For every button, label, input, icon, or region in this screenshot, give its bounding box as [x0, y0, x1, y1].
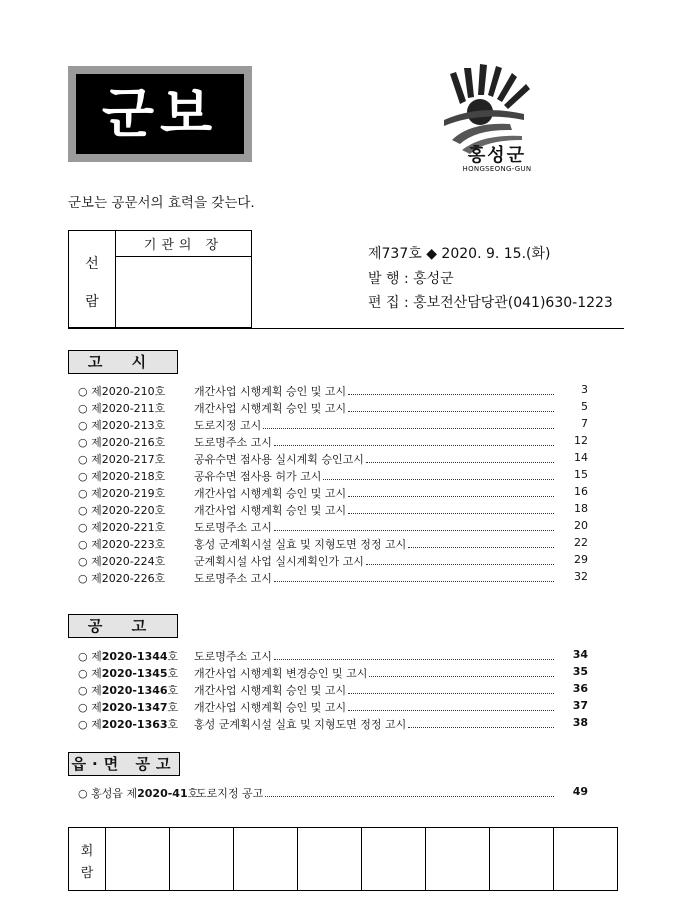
toc-leader-dots [366, 563, 554, 565]
toc-row[interactable] [78, 383, 588, 400]
toc-title: 도로명주소 고시 [194, 521, 272, 534]
toc-title: 도로명주소 고시 [194, 436, 272, 449]
toc-title: 개간사업 시행계획 변경승인 및 고시 [194, 667, 368, 680]
toc-row[interactable] [78, 502, 588, 519]
circulation-label-top: 회 [80, 844, 94, 859]
toc-leader-dots [348, 410, 554, 412]
toc-title-wrap [194, 434, 554, 450]
toc-page: 15 [574, 468, 588, 481]
toc-number-value: 2020-1347 [101, 701, 168, 714]
toc-title-wrap [194, 570, 554, 586]
toc-page: 12 [574, 434, 588, 447]
toc-page: 14 [574, 451, 588, 464]
toc-row[interactable] [78, 648, 588, 665]
toc-row[interactable] [78, 682, 588, 699]
toc-leader-dots [274, 529, 554, 531]
toc-title-wrap [196, 785, 554, 801]
toc-number: ○ 제2020-211호 [78, 402, 166, 415]
toc-row[interactable] [78, 716, 588, 733]
toc-number-suffix: 호 [167, 650, 179, 663]
toc-number: ○ 제2020-224호 [78, 555, 166, 568]
toc-title: 개간사업 시행계획 승인 및 고시 [194, 385, 347, 398]
toc-page: 32 [574, 570, 588, 583]
toc-number: ○ 제2020-223호 [78, 538, 166, 551]
toc-title-wrap [194, 682, 554, 698]
toc-number: ○ 제2020-213호 [78, 419, 166, 432]
issue-line: 제737호 ◆ 2020. 9. 15.(화) [368, 246, 551, 262]
toc-title-wrap [194, 451, 554, 467]
toc-page: 18 [574, 502, 588, 515]
toc-title: 홍성 군계획시설 실효 및 지형도면 정정 고시 [194, 538, 407, 551]
toc-title-wrap [194, 536, 554, 552]
toc-number-value: 2020-41 [137, 787, 188, 800]
routing-header: 기관의 장 [143, 238, 224, 253]
toc-title: 개간사업 시행계획 승인 및 고시 [194, 487, 347, 500]
toc-number: ○ 제2020-210호 [78, 385, 166, 398]
section-town-title: 읍·면 공고 [68, 752, 180, 776]
toc-title-wrap [194, 519, 554, 535]
toc-leader-dots [348, 495, 554, 497]
toc-title: 개간사업 시행계획 승인 및 고시 [194, 701, 347, 714]
masthead [68, 66, 252, 162]
toc-title-wrap [194, 502, 554, 518]
toc-leader-dots [274, 580, 554, 582]
toc-number-prefix: ○ 홍성읍 제 [78, 787, 138, 800]
toc-title-wrap [194, 383, 554, 399]
routing-box [68, 230, 252, 328]
toc-leader-dots [348, 709, 554, 711]
toc-leader-dots [274, 658, 554, 660]
toc-title: 도로명주소 고시 [194, 650, 272, 663]
logo-name: 홍성군 [467, 145, 527, 166]
toc-page: 49 [572, 785, 588, 798]
toc-row[interactable] [78, 570, 588, 587]
toc-title: 홍성 군계획시설 실효 및 지형도면 정정 고시 [194, 718, 407, 731]
toc-number: ○ 제2020-219호 [78, 487, 166, 500]
toc-leader-dots [348, 393, 554, 395]
toc-row[interactable] [78, 665, 588, 682]
toc-leader-dots [408, 726, 554, 728]
toc-title: 공유수면 점사용 실시계획 승인고시 [194, 453, 364, 466]
toc-leader-dots [274, 444, 554, 446]
toc-number-prefix: ○ 제 [78, 650, 102, 663]
routing-label-bottom: 람 [85, 294, 99, 310]
toc-number [78, 785, 198, 801]
toc-number-suffix: 호 [187, 787, 199, 800]
toc-title: 군계획시설 사업 실시계획인가 고시 [194, 555, 364, 568]
toc-page: 22 [574, 536, 588, 549]
toc-number [78, 648, 178, 664]
statement: 군보는 공문서의 효력을 갖는다. [68, 195, 255, 211]
toc-row[interactable] [78, 785, 588, 802]
toc-number: ○ 제2020-218호 [78, 470, 166, 483]
toc-page: 36 [572, 682, 588, 695]
section-notices-title: 고 시 [68, 350, 178, 374]
toc-row[interactable] [78, 468, 588, 485]
toc-title: 도로지정 고시 [194, 419, 262, 432]
toc-number: ○ 제2020-217호 [78, 453, 166, 466]
toc-leader-dots [348, 692, 554, 694]
toc-leader-dots [263, 427, 554, 429]
toc-title-wrap [194, 665, 554, 681]
toc-number-prefix: ○ 제 [78, 684, 102, 697]
toc-number: ○ 제2020-221호 [78, 521, 166, 534]
toc-number-suffix: 호 [167, 718, 179, 731]
toc-title-wrap [194, 716, 554, 732]
toc-row[interactable] [78, 451, 588, 468]
toc-page: 29 [574, 553, 588, 566]
toc-title-wrap [194, 699, 554, 715]
toc-title-wrap [194, 400, 554, 416]
toc-number: ○ 제2020-216호 [78, 436, 166, 449]
masthead-title: 군보 [76, 74, 244, 154]
toc-number [78, 665, 178, 681]
toc-number-suffix: 호 [167, 684, 179, 697]
toc-row[interactable] [78, 417, 588, 434]
toc-number-suffix: 호 [167, 701, 179, 714]
toc-number-value: 2020-1346 [101, 684, 168, 697]
header-divider [68, 328, 624, 329]
toc-number [78, 682, 178, 698]
toc-number-prefix: ○ 제 [78, 667, 102, 680]
toc-number-value: 2020-1345 [101, 667, 168, 680]
toc-number-value: 2020-1344 [101, 650, 168, 663]
toc-row[interactable] [78, 485, 588, 502]
toc-row[interactable] [78, 519, 588, 536]
toc-page: 7 [581, 417, 588, 430]
editor-line: 편 집 : 홍보전산담당관(041)630-1223 [368, 295, 613, 311]
toc-page: 5 [581, 400, 588, 413]
toc-number: ○ 제2020-226호 [78, 572, 166, 585]
toc-page: 16 [574, 485, 588, 498]
toc-page: 3 [581, 383, 588, 396]
toc-number-prefix: ○ 제 [78, 701, 102, 714]
toc-title: 도로지정 공고 [196, 787, 264, 800]
toc-page: 20 [574, 519, 588, 532]
toc-title: 개간사업 시행계획 승인 및 고시 [194, 684, 347, 697]
toc-leader-dots [366, 461, 554, 463]
toc-number-suffix: 호 [167, 667, 179, 680]
toc-number [78, 699, 178, 715]
toc-number-value: 2020-1363 [101, 718, 168, 731]
toc-row[interactable] [78, 400, 588, 417]
toc-leader-dots [323, 478, 554, 480]
toc-title-wrap [194, 485, 554, 501]
toc-leader-dots [369, 675, 554, 677]
toc-title-wrap [194, 648, 554, 664]
toc-number [78, 716, 178, 732]
toc-page: 37 [572, 699, 588, 712]
toc-title: 공유수면 점사용 허가 고시 [194, 470, 322, 483]
toc-row[interactable] [78, 536, 588, 553]
toc-row[interactable] [78, 553, 588, 570]
toc-leader-dots [408, 546, 554, 548]
toc-number: ○ 제2020-220호 [78, 504, 166, 517]
circulation-grid [68, 827, 618, 891]
routing-label-top: 선 [85, 256, 99, 272]
toc-page: 35 [572, 665, 588, 678]
toc-page: 34 [572, 648, 588, 661]
toc-leader-dots [348, 512, 554, 514]
toc-row[interactable] [78, 699, 588, 716]
toc-title: 도로명주소 고시 [194, 572, 272, 585]
toc-title-wrap [194, 417, 554, 433]
toc-title-wrap [194, 553, 554, 569]
toc-row[interactable] [78, 434, 588, 451]
toc-leader-dots [265, 795, 554, 797]
circulation-label-bottom: 람 [80, 866, 94, 881]
publisher-line: 발 행 : 홍성군 [368, 271, 454, 287]
toc-title: 개간사업 시행계획 승인 및 고시 [194, 402, 347, 415]
section-announcements-title: 공 고 [68, 614, 178, 638]
toc-title-wrap [194, 468, 554, 484]
toc-page: 38 [572, 716, 588, 729]
toc-title: 개간사업 시행계획 승인 및 고시 [194, 504, 347, 517]
toc-number-prefix: ○ 제 [78, 718, 102, 731]
logo-english: HONGSEONG-GUN [462, 165, 532, 173]
